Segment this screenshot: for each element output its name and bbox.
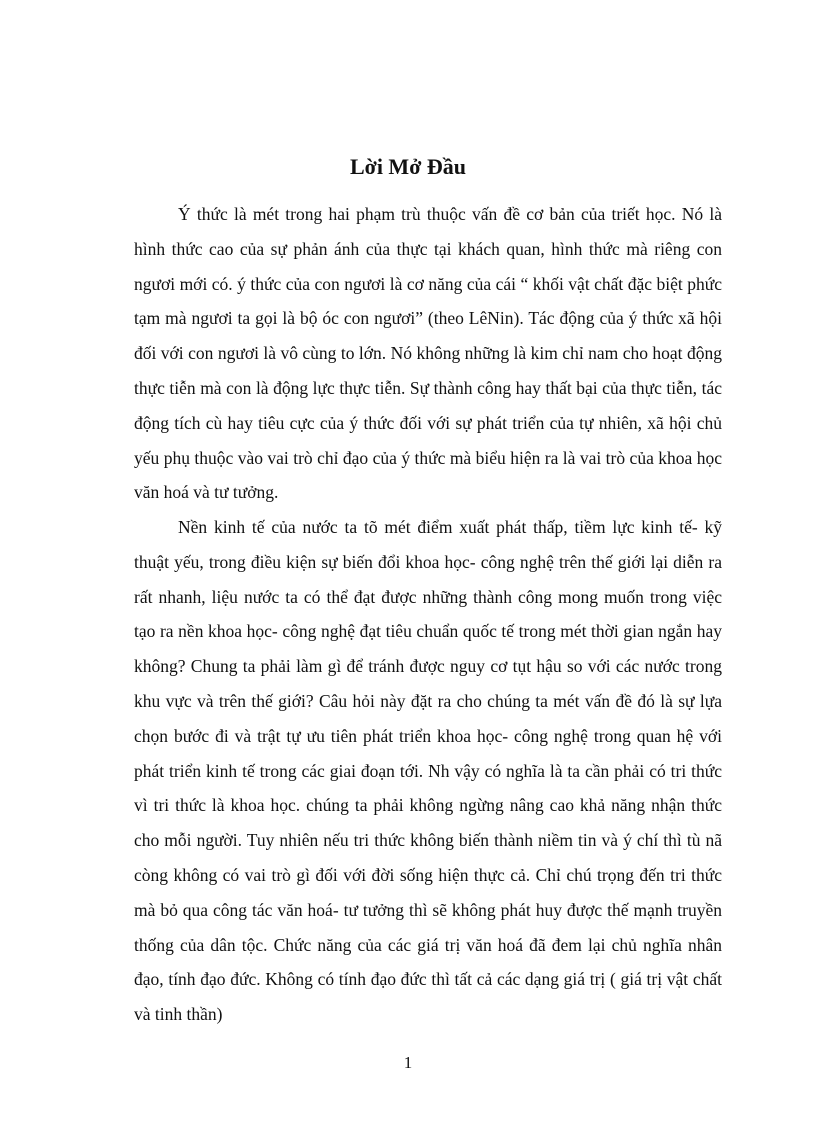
page-number: 1 [403,1053,413,1072]
paragraph-2: Nền kinh tế của nước ta tõ mét điểm xuất phát thấp, tiềm lực kinh tế- kỹ thuật yếu, trong điều kiện sự biến đổi khoa học- công nghệ trên thế giới lại diễn ra rất nhanh, liệu nước ta có thể đạt được những thành công mong muốn trong việc tạo ra nền khoa học- công nghệ đạt tiêu chuẩn quốc tế trong mét thời gian ngắn hay không? Chung ta phải làm gì để tránh được nguy cơ tụt hậu so với các nước trong khu vực và trên thế giới? Câu hỏi này đặt ra cho chúng ta mét vấn đề đó là sự lựa chọn bước đi và trật tự ưu tiên phát triển khoa học- công nghệ trong quan hệ với phát triển kinh tế trong các giai đoạn tới. Nh vậy có nghĩa là ta cần phải có tri thức vì tri thức là khoa học. chúng ta phải không ngừng nâng cao khả năng nhận thức cho mỗi người. Tuy nhiên nếu tri thức không biến thành niềm tin và ý chí thì tù nã còng không có vai trò gì đối với đời sống hiện thực cả. Chỉ chú trọng đến tri thức mà bỏ qua công tác văn hoá- tư tưởng thì sẽ không phát huy được thế mạnh truyền thống của dân tộc. Chức năng của các giá trị văn hoá đã đem lại chủ nghĩa nhân đạo, tính đạo đức. Không có tính đạo đức thì tất cả các dạng giá trị ( giá trị vật chất và tinh thần) [134,517,722,1025]
page-title: Lời Mở Đầu [349,154,467,179]
paragraph-1: Ý thức là mét trong hai phạm trù thuộc vấn đề cơ bản của triết học. Nó là hình thức cao của sự phản ánh của thực tại khách quan, hình thức mà riêng con ngươi mới có. ý thức của con ngươi là cơ năng của cái “ khối vật chất đặc biệt phức tạm mà ngươi ta gọi là bộ óc con ngươi” (theo LêNin). Tác động của ý thức xã hội đối với con ngươi là vô cùng to lớn. Nó không những là kim chỉ nam cho hoạt động thực tiễn mà con là động lực thực tiễn. Sự thành công hay thất bại của thực tiễn, tác động tích cù hay tiêu cực của ý thức đối với sự phát triển của tự nhiên, xã hội chủ yếu phụ thuộc vào vai trò chỉ đạo của ý thức mà biểu hiện ra là vai trò của khoa học văn hoá và tư tưởng. [134,204,722,503]
